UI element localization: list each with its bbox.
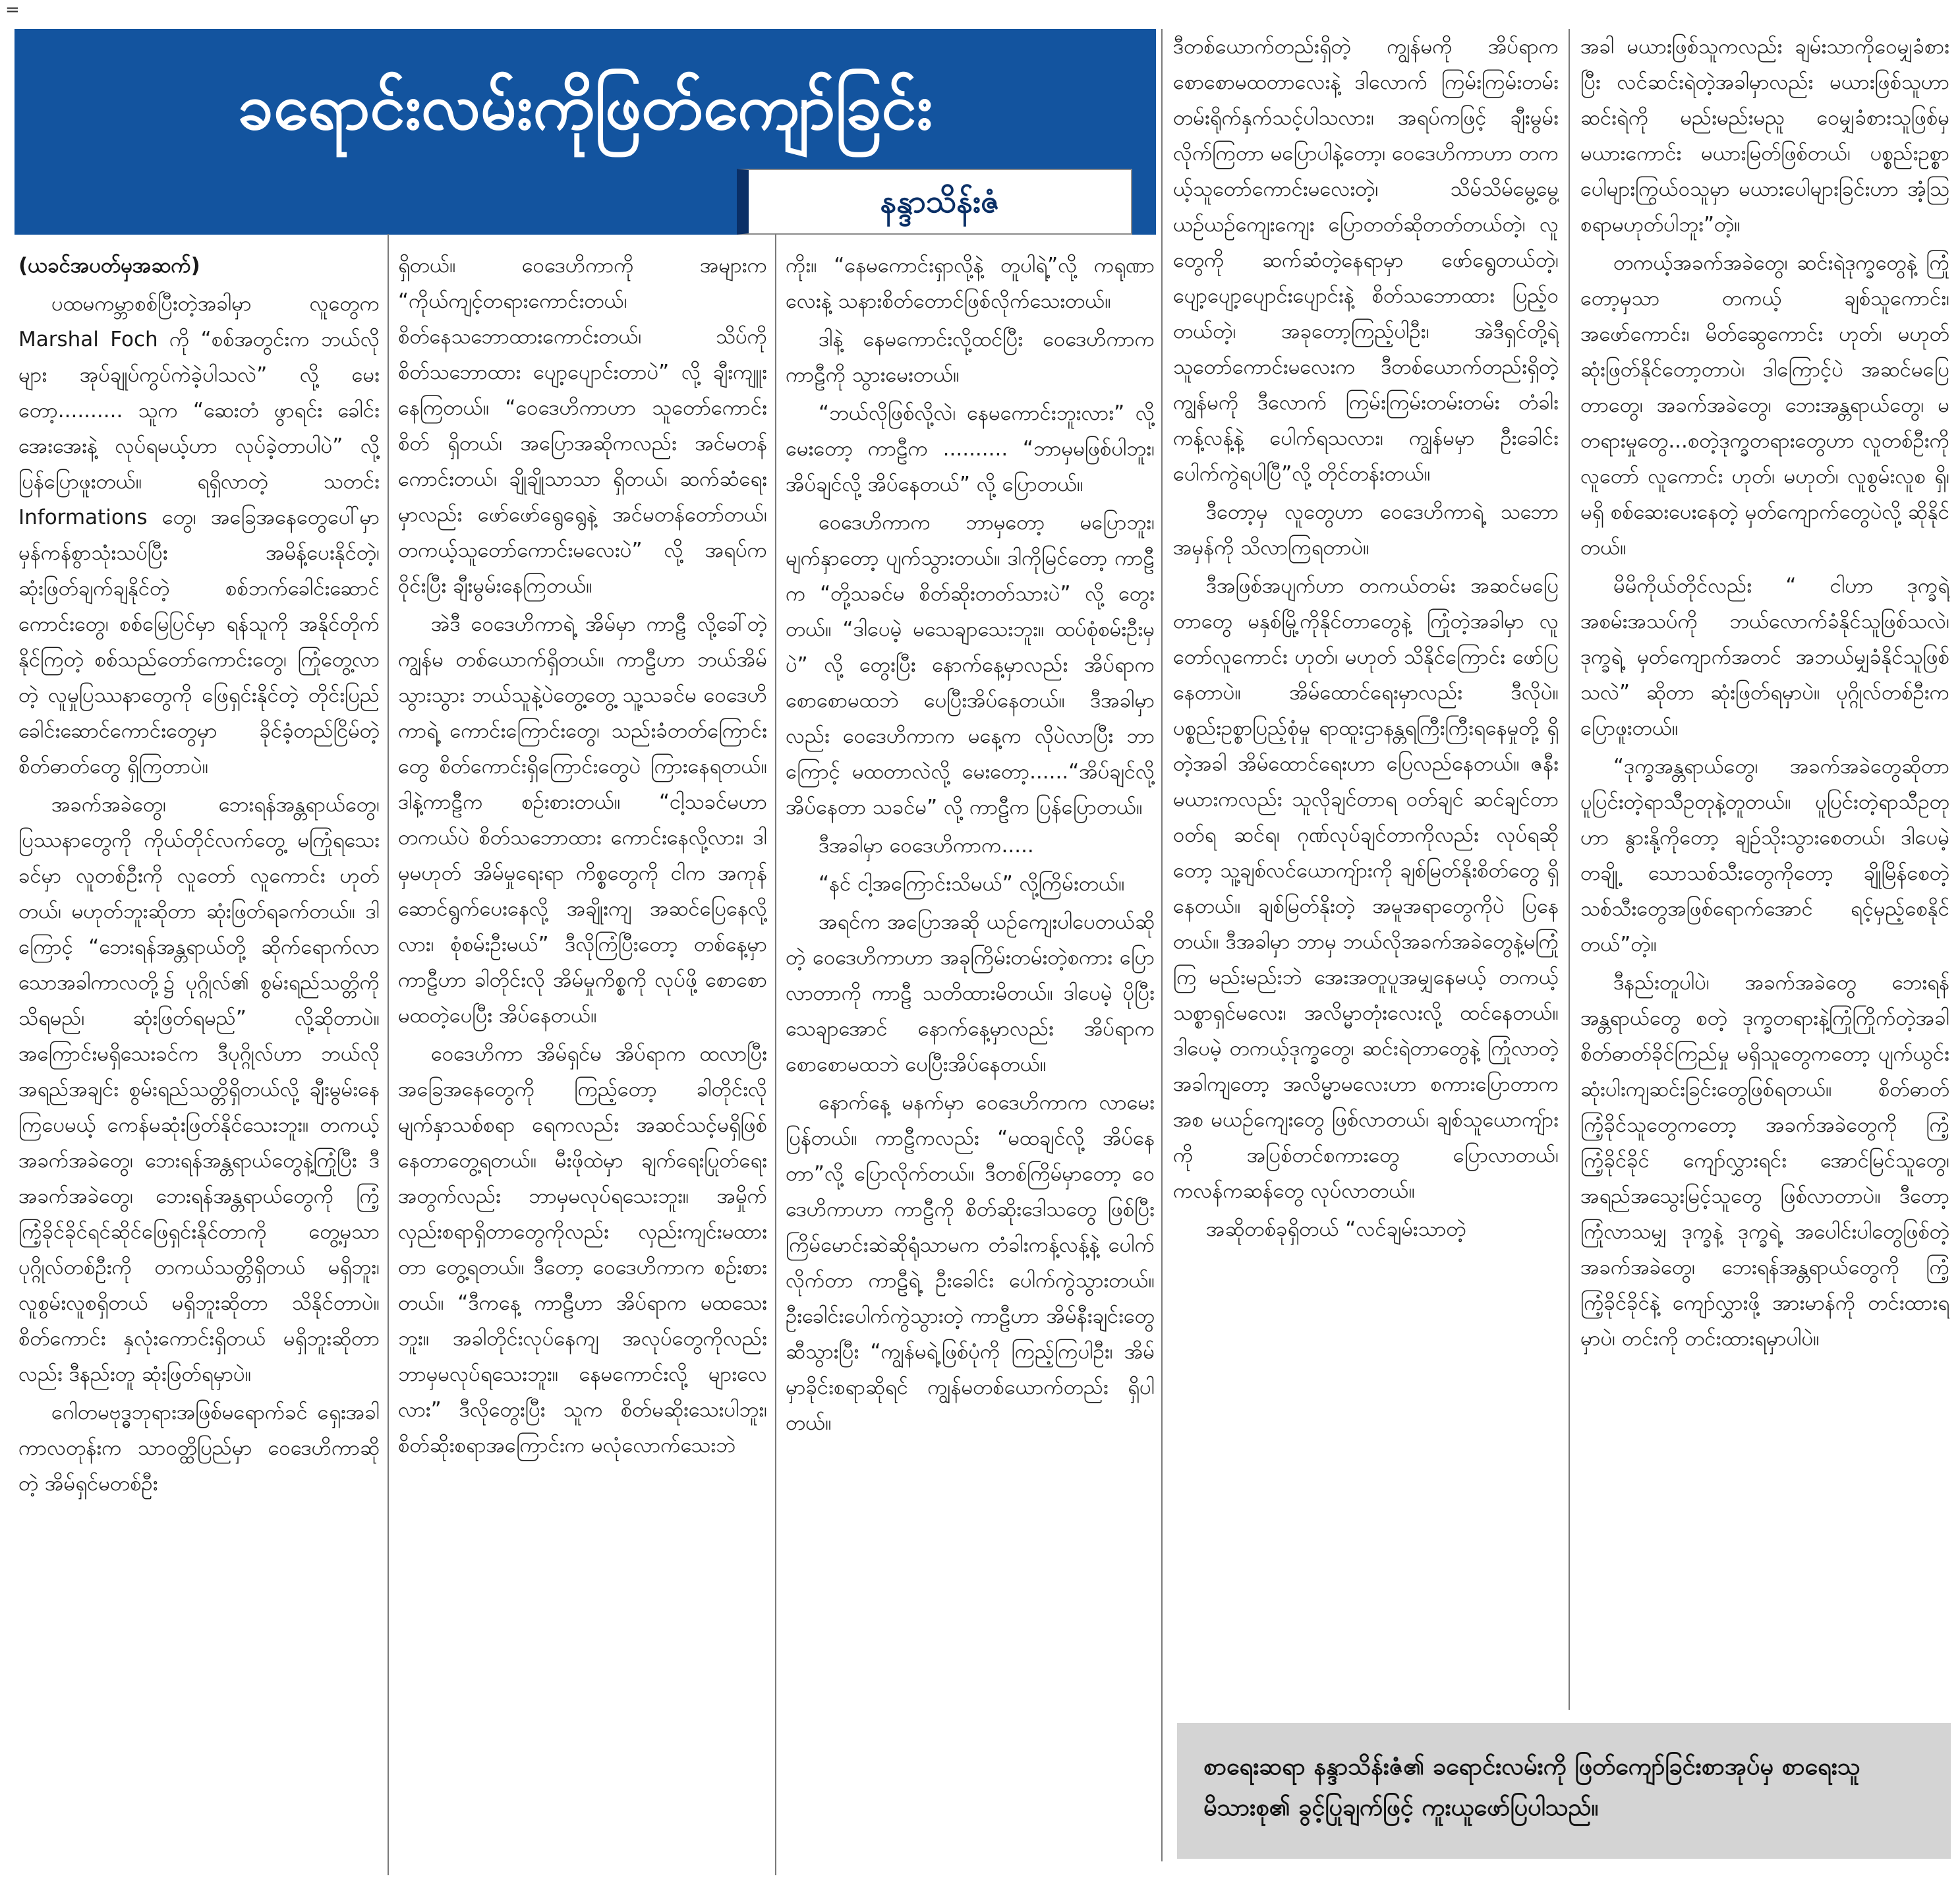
article-column-2 — [398, 248, 767, 1882]
article-column-1 — [18, 248, 380, 1882]
paragraph: ဝေဒေဟိကာက ဘာမှတော့ မပြောဘူး၊ မျက်နှာတော့ ပျက်သွားတယ်။ ဒါကိုမြင်တော့ ကာဠီက “တို့သခင်မ စိတ်ဆိုးတတ်သားပဲ” လို့ တွေးတယ်။ “ဒါပေမဲ့ မသေချာသေးဘူး။ ထပ်စုံစမ်းဦးမှပဲ” လို့ တွေးပြီး နောက်နေ့မှာလည်း အိပ်ရာက စောစောမထဘဲ ပေပြီးအိပ်နေတယ်။ ဒီအခါမှာလည်း ဝေဒေဟိကာက မနေ့က လိုပဲလာပြီး ဘာကြောင့် မထတာလဲလို့ မေးတော့......“အိပ်ချင်လို့ အိပ်နေတာ သခင်မ” လို့ ကာဠီက ပြန်ပြောတယ်။ — [786, 511, 1155, 819]
paragraph: အဲဒီ ဝေဒေဟိကာရဲ့ အိမ်မှာ ကာဠီ လို့ခေါ်တဲ့ ကျွန်မ တစ်ယောက်ရှိတယ်။ ကာဠီဟာ ဘယ်အိမ်သွားသွား ဘယ်သူနဲ့ပဲတွေ့တွေ့ သူ့သခင်မ ဝေဒေဟိကာရဲ့ ကောင်းကြောင်းတွေ၊ သည်းခံတတ်ကြောင်းတွေ စိတ်ကောင်းရှိကြောင်းတွေပဲ ကြားနေရတယ်။ ဒါနဲ့ကာဠီက စဉ်းစားတယ်။ “ငါ့သခင်မဟာ တကယ်ပဲ စိတ်သဘောထား ကောင်းနေလို့လား၊ ဒါမှမဟုတ် အိမ်မှုရေးရာ ကိစ္စတွေကို ငါက အကုန်ဆောင်ရွက်ပေးနေလို့ အချိုးကျ အဆင်ပြေနေလို့လား၊ စုံစမ်းဦးမယ်” ဒီလိုကြံပြီးတော့ တစ်နေ့မှာ ကာဠီဟာ ခါတိုင်းလို အိမ်မှုကိစ္စကို လုပ်ဖို့ စောစောမထတဲ့ပေပြီး အိပ်နေတယ်။ — [398, 612, 767, 1028]
paragraph: “နင် ငါ့အကြောင်းသိမယ်” လို့ကြိမ်းတယ်။ — [819, 872, 1125, 896]
title-banner — [14, 29, 1156, 235]
credit-box — [1177, 1723, 1951, 1859]
paragraph: ပထမကမ္ဘာစစ်ပြီးတဲ့အခါမှာ လူတွေက Marshal Foch ကို “စစ်အတွင်းက ဘယ်လိုများ အုပ်ချုပ်ကွပ်ကဲခဲ့ပါသလဲ” လို့ မေးတော့.......... သူက “ဆေးတံ ဖွာရင်း ခေါင်းအေးအေးနဲ့ လုပ်ရမယ့်ဟာ လုပ်ခဲ့တာပါပဲ” လို့ ပြန်ပြောဖူးတယ်။ ရရှိလာတဲ့ သတင်း Informations တွေ၊ အခြေအနေတွေပေါ်မှာ မှန်ကန်စွာသုံးသပ်ပြီး အမိန့်ပေးနိုင်တဲ့၊ ဆုံးဖြတ်ချက်ချနိုင်တဲ့ စစ်ဘက်ခေါင်းဆောင်ကောင်းတွေ၊ စစ်မြေပြင်မှာ ရန်သူကို အနိုင်တိုက်နိုင်ကြတဲ့ စစ်သည်တော်ကောင်းတွေ၊ ကြုံတွေ့လာတဲ့ လူမှုပြဿနာတွေကို ဖြေရှင်းနိုင်တဲ့ တိုင်းပြည်ခေါင်းဆောင်ကောင်းတွေမှာ ခိုင်ခံ့တည်ငြိမ်တဲ့ စိတ်ဓာတ်တွေ ရှိကြတာပဲ။ — [18, 292, 380, 778]
paragraph: ဂေါတမဗုဒ္ဓဘုရားအဖြစ်မရောက်ခင် ရှေးအခါကာလတုန်းက သာဝတ္ထိပြည်မှာ ဝေဒေဟိကာဆိုတဲ့ အိမ်ရှင်မတစ်ဦး — [18, 1401, 380, 1496]
author-byline: နန္ဒာသိန်းဇံ — [880, 183, 1000, 220]
paragraph: ဒီတစ်ယောက်တည်းရှိတဲ့ ကျွန်မကို အိပ်ရာက စောစောမထတာလေးနဲ့ ဒါလောက် ကြမ်းကြမ်းတမ်းတမ်းရိုက်နှက်သင့်ပါသလား၊ အရပ်ကဖြင့် ချီးမွမ်းလိုက်ကြတာ မပြောပါနဲ့တော့၊ ဝေဒေဟိကာဟာ တကယ့်သူတော်ကောင်းမလေးတဲ့၊ သိမ်သိမ်မွေ့မွေ့ ယဉ်ယဉ်ကျေးကျေး ပြောတတ်ဆိုတတ်တယ်တဲ့၊ လူတွေကို ဆက်ဆံတဲ့နေရာမှာ ဖော်ရွေတယ်တဲ့၊ ပျော့ပျော့ပျောင်းပျောင်းနဲ့ စိတ်သဘောထား ပြည့်ဝတယ်တဲ့၊ အခုတော့ကြည့်ပါဦး၊ အဲဒီရှင်တို့ရဲ့ သူတော်ကောင်းမလေးက ဒီတစ်ယောက်တည်းရှိတဲ့ ကျွန်မကို ဒီလောက် ကြမ်းကြမ်းတမ်းတမ်း တံခါးကန့်လန့်နဲ့ ပေါက်ရသလား၊ ကျွန်မမှာ ဦးခေါင်းပေါက်ကွဲရပါပြီ”လို့ တိုင်တန်းတယ်။ — [1173, 35, 1559, 486]
column-divider — [1161, 29, 1163, 1861]
paragraph: ဒီတော့မှ လူတွေဟာ ဝေဒေဟိကာရဲ့ သဘောအမှန်ကို သိလာကြရတာပဲ။ — [1173, 500, 1559, 560]
credit-note: စာရေးဆရာ နန္ဒာသိန်းဇံ၏ ခရောင်းလမ်းကို ဖြတ်ကျော်ခြင်းစာအုပ်မှ စာရေးသူမိသားစု၏ ခွင့်ပြုချက်ဖြင့် ကူးယူဖော်ပြပါသည်။ — [1203, 1753, 1860, 1821]
column-divider — [775, 234, 776, 1875]
paragraph: ဒီအခါမှာ ဝေဒေဟိကာက..... — [819, 834, 1034, 858]
continued-note: (ယခင်အပတ်မှအဆက်) — [18, 254, 200, 277]
paragraph: ဝေဒေဟိကာ အိမ်ရှင်မ အိပ်ရာက ထလာပြီး အခြေအနေတွေကို ကြည့်တော့ ခါတိုင်းလို မျက်နှာသစ်စရာ ရေကလည်း အဆင်သင့်မရှိဖြစ်နေတာတွေ့ရတယ်။ မီးဖိုထဲမှာ ချက်ရေးပြုတ်ရေး အတွက်လည်း ဘာမှမလုပ်ရသေးဘူး။ အမှိုက် လှည်းစရာရှိတာတွေကိုလည်း လှည်းကျင်းမထားတာ တွေ့ရတယ်။ ဒီတော့ ဝေဒေဟိကာက စဉ်းစားတယ်။ “ဒီကနေ့ ကာဠီဟာ အိပ်ရာက မထသေးဘူး။ အခါတိုင်းလုပ်နေကျ အလုပ်တွေကိုလည်း ဘာမှမလုပ်ရသေးဘူး။ နေမကောင်းလို့ များလေလား” ဒီလိုတွေးပြီး သူက စိတ်မဆိုးသေးပါဘူး၊ စိတ်ဆိုးစရာအကြောင်းက မလုံလောက်သေးဘဲ — [398, 1042, 767, 1457]
article-column-5 — [1580, 29, 1949, 1703]
article-title: ခရောင်းလမ်းကိုဖြတ်ကျော်ခြင်း — [237, 70, 933, 144]
paragraph: “ဘယ်လိုဖြစ်လို့လဲ၊ နေမကောင်းဘူးလား” လို့မေးတော့ ကာဠီက .......... “ဘာမှမဖြစ်ပါဘူး၊ အိပ်ချင်လို့ အိပ်နေတယ်” လို့ ပြောတယ်။ — [786, 401, 1155, 496]
paragraph: အခက်အခဲတွေ၊ ဘေးရန်အန္တရာယ်တွေ၊ ပြဿနာတွေကို ကိုယ်တိုင်လက်တွေ့ မကြုံရသေးခင်မှာ လူတစ်ဦးကို လူတော် လူကောင်း ဟုတ်တယ်၊ မဟုတ်ဘူးဆိုတာ ဆုံးဖြတ်ရခက်တယ်။ ဒါကြောင့် “ဘေးရန်အန္တရာယ်တို့ ဆိုက်ရောက်လာသောအခါကာလတို့၌ ပုဂ္ဂိုလ်၏ စွမ်းရည်သတ္တိကို သိရမည်၊ ဆုံးဖြတ်ရမည်” လို့ဆိုတာပဲ။ အကြောင်းမရှိသေးခင်က ဒီပုဂ္ဂိုလ်ဟာ ဘယ်လိုအရည်အချင်း စွမ်းရည်သတ္တိရှိတယ်လို့ ချီးမွမ်းနေကြပေမယ့် ကေန်မဆုံးဖြတ်နိုင်သေးဘူး။ တကယ့်အခက်အခဲတွေ၊ ဘေးရန်အန္တရာယ်တွေနဲ့ကြုံပြီး ဒီအခက်အခဲတွေ၊ ဘေးရန်အန္တရာယ်တွေကို ကြံ့ကြံ့ခိုင်ခိုင်ရင်ဆိုင်ဖြေရှင်းနိုင်တာကို တွေ့မှသာ ပုဂ္ဂိုလ်တစ်ဦးကို တကယ်သတ္တိရှိတယ် မရှိဘူး၊ လူစွမ်းလူစရှိတယ် မရှိဘူးဆိုတာ သိနိုင်တာပဲ။ စိတ်ကောင်း နှလုံးကောင်းရှိတယ် မရှိဘူးဆိုတာလည်း ဒီနည်းတူ ဆုံးဖြတ်ရမှာပဲ။ — [18, 793, 380, 1386]
page-marker: = — [5, 0, 20, 20]
paragraph: အဆိုတစ်ခုရှိတယ် “လင်ချမ်းသာတဲ့ — [1206, 1217, 1466, 1241]
paragraph: “ဒုက္ခအန္တရာယ်တွေ၊ အခက်အခဲတွေဆိုတာ ပူပြင်းတဲ့ရာသီဥတုနဲ့တူတယ်။ ပူပြင်းတဲ့ရာသီဥတုဟာ နွားနို့ကိုတော့ ချဉ်သိုးသွားစေတယ်၊ ဒါပေမဲ့ တချို့ သောသစ်သီးတွေကိုတော့ ချိုမြိန်စေတဲ့သစ်သီးတွေအဖြစ်ရောက်အောင် ရင့်မှည့်စေနိုင်တယ်”တဲ့။ — [1580, 755, 1949, 956]
paragraph: ဒါနဲ့ နေမကောင်းလို့ထင်ပြီး ဝေဒေဟိကာက ကာဠီကို သွားမေးတယ်။ — [786, 328, 1155, 387]
article-column-4 — [1173, 29, 1559, 1703]
column-divider — [1569, 29, 1570, 1710]
byline-box — [737, 169, 1132, 235]
paragraph: မိမိကိုယ်တိုင်လည်း “ ငါဟာ ဒုက္ခရဲ့ အစမ်းအသပ်ကို ဘယ်လောက်ခံနိုင်သူဖြစ်သလဲ၊ ဒုက္ခရဲ့ မှတ်ကျောက်အတင် အဘယ်မျှခံနိုင်သူဖြစ်သလဲ” ဆိုတာ ဆုံးဖြတ်ရမှာပဲ။ ပုဂ္ဂိုလ်တစ်ဦးက ပြောဖူးတယ်။ — [1580, 574, 1949, 740]
article-column-3 — [786, 248, 1155, 1882]
column-divider — [388, 234, 389, 1875]
paragraph: အခါ မယားဖြစ်သူကလည်း ချမ်းသာကိုဝေမျှခံစားပြီး လင်ဆင်းရဲတဲ့အခါမှာလည်း မယားဖြစ်သူဟာ ဆင်းရဲကို မည်းမည်းမညူ ဝေမျှခံစားသူဖြစ်မှ မယားကောင်း မယားမြတ်ဖြစ်တယ်၊ ပစ္စည်းဥစ္စာ ပေါများကြွယ်ဝသူမှာ မယားပေါများခြင်းဟာ အံ့သြစရာမဟုတ်ပါဘူး”တဲ့။ — [1580, 35, 1949, 237]
paragraph: ဒီနည်းတူပါပဲ၊ အခက်အခဲတွေ ဘေးရန်အန္တရာယ်တွေ စတဲ့ ဒုက္ခတရားနဲ့ကြုံကြိုက်တဲ့အခါ စိတ်ဓာတ်ခိုင်ကြည်မှု မရှိသူတွေကတော့ ပျက်ယွင်းဆုံးပါးကျဆင်းခြင်းတွေဖြစ်ရတယ်။ စိတ်ဓာတ်ကြံ့ခိုင်သူတွေကတော့ အခက်အခဲတွေကို ကြံ့ကြံ့ခိုင်ခိုင် ကျော်လွှားရင်း အောင်မြင်သူတွေ၊ အရည်အသွေးမြင့်သူတွေ ဖြစ်လာတာပဲ။ ဒီတော့ ကြုံလာသမျှ ဒုက္ခနဲ့ ဒုက္ခရဲ့ အပေါင်းပါတွေဖြစ်တဲ့ အခက်အခဲတွေ၊ ဘေးရန်အန္တရာယ်တွေကို ကြံ့ကြံ့ခိုင်ခိုင်နဲ့ ကျော်လွှားဖို့ အားမာန်ကို တင်းထားရမှာပဲ၊ တင်းကို တင်းထားရမှာပါပဲ။ — [1580, 971, 1949, 1351]
paragraph: နောက်နေ့ မနက်မှာ ဝေဒေဟိကာက လာမေးပြန်တယ်။ ကာဠီကလည်း “မထချင်လို့ အိပ်နေတာ”လို့ ပြောလိုက်တယ်။ ဒီတစ်ကြိမ်မှာတော့ ဝေဒေဟိကာဟာ ကာဠီကို စိတ်ဆိုးဒေါသတွေ ဖြစ်ပြီး ကြိမ်မောင်းဆဲဆိုရုံသာမက တံခါးကန့်လန့်နဲ့ ပေါက်လိုက်တာ ကာဠီရဲ့ ဦးခေါင်း ပေါက်ကွဲသွားတယ်။ ဦးခေါင်းပေါက်ကွဲသွားတဲ့ ကာဠီဟာ အိမ်နီးချင်းတွေဆီသွားပြီး “ကျွန်မရဲ့ဖြစ်ပုံကို ကြည့်ကြပါဦး၊ အိမ်မှာခိုင်းစရာဆိုရင် ကျွန်မတစ်ယောက်တည်း ရှိပါတယ်။ — [786, 1091, 1155, 1435]
paragraph: ကိုး။ “နေမကောင်းရှာလို့နဲ့ တူပါရဲ့”လို့ ကရုဏာလေးနဲ့ သနားစိတ်တောင်ဖြစ်လိုက်သေးတယ်။ — [786, 254, 1155, 313]
paragraph: တကယ့်အခက်အခဲတွေ၊ ဆင်းရဲဒုက္ခတွေနဲ့ ကြုံတော့မှသာ တကယ့် ချစ်သူကောင်း၊ အဖော်ကောင်း၊ မိတ်ဆွေကောင်း ဟုတ်၊ မဟုတ် ဆုံးဖြတ်နိုင်တော့တာပဲ၊ ဒါကြောင့်ပဲ အဆင်မပြေတာတွေ၊ အခက်အခဲတွေ၊ ဘေးအန္တရာယ်တွေ၊ မတရားမှုတွေ...စတဲ့ဒုက္ခတရားတွေဟာ လူတစ်ဦးကို လူတော် လူကောင်း ဟုတ်၊ မဟုတ်၊ လူစွမ်းလူစ ရှိ၊ မရှိ စစ်ဆေးပေးနေတဲ့ မှတ်ကျောက်တွေပဲလို့ ဆိုနိုင်တယ်။ — [1580, 251, 1949, 560]
paragraph: ဒီအဖြစ်အပျက်ဟာ တကယ်တမ်း အဆင်မပြေတာတွေ မနှစ်မြို့ကိုနိုင်တာတွေနဲ့ ကြုံတဲ့အခါမှာ လူတော်လူကောင်း ဟုတ်၊ မဟုတ် သိနိုင်ကြောင်း ဖော်ပြနေတာပဲ။ အိမ်ထောင်ရေးမှာလည်း ဒီလိုပဲ။ ပစ္စည်းဥစ္စာပြည့်စုံမှု ရာထူးဌာနန္တရကြီးကြီးရနေမှုတို့ ရှိတဲ့အခါ အိမ်ထောင်ရေးဟာ ပြေလည်နေတယ်။ ဇနီးမယားကလည်း သူလိုချင်တာရ ဝတ်ချင် ဆင်ချင်တာ ဝတ်ရ ဆင်ရ၊ ဂုဏ်လုပ်ချင်တာကိုလည်း လုပ်ရဆိုတော့ သူ့ချစ်လင်ယောကျ်ားကို ချစ်မြတ်နိုးစိတ်တွေ ရှိနေတယ်။ ချစ်မြတ်နိုးတဲ့ အမူအရာတွေကိုပဲ ပြနေတယ်။ ဒီအခါမှာ ဘာမှ ဘယ်လိုအခက်အခဲတွေနဲ့မကြုံကြ မည်းမည်းဘဲ အေးအတူပူအမျှနေမယ့် တကယ့်သစ္စာရှင်မလေး၊ အလိမ္မာတုံးလေးလို့ ထင်နေတယ်။ ဒါပေမဲ့ တကယ့်ဒုက္ခတွေ၊ ဆင်းရဲတာတွေနဲ့ ကြုံလာတဲ့အခါကျတော့ အလိမ္မာမလေးဟာ စကားပြောတာကအစ မယဉ်ကျေးတွေ ဖြစ်လာတယ်၊ ချစ်သူယောကျ်ားကို အပြစ်တင်စကားတွေ ပြောလာတယ်၊ ကလန်ကဆန်တွေ လုပ်လာတယ်။ — [1173, 574, 1559, 1203]
paragraph: ရှိတယ်။ ဝေဒေဟိကာကို အများက “ကိုယ်ကျင့်တရားကောင်းတယ်၊ စိတ်နေသဘောထားကောင်းတယ်၊ သိပ်ကို စိတ်သဘောထား ပျော့ပျောင်းတာပဲ” လို့ ချီးကျူးနေကြတယ်။ “ဝေဒေဟိကာဟာ သူတော်ကောင်းစိတ် ရှိတယ်၊ အပြောအဆိုကလည်း အင်မတန်ကောင်းတယ်၊ ချိုချိုသာသာ ရှိတယ်၊ ဆက်ဆံရေးမှာလည်း ဖော်ဖော်ရွေရွေနဲ့ အင်မတန်တော်တယ်၊ တကယ့်သူတော်ကောင်းမလေးပဲ” လို့ အရပ်က ဝိုင်းပြီး ချီးမွမ်းနေကြတယ်။ — [398, 254, 767, 598]
paragraph: အရင်က အပြောအဆို ယဉ်ကျေးပါပေတယ်ဆိုတဲ့ ဝေဒေဟိကာဟာ အခုကြိမ်းတမ်းတဲ့စကား ပြောလာတာကို ကာဠီ သတိထားမိတယ်။ ဒါပေမဲ့ ပိုပြီးသေချာအောင် နောက်နေ့မှာလည်း အိပ်ရာက စောစောမထဘဲ ပေပြီးအိပ်နေတယ်။ — [786, 910, 1155, 1076]
